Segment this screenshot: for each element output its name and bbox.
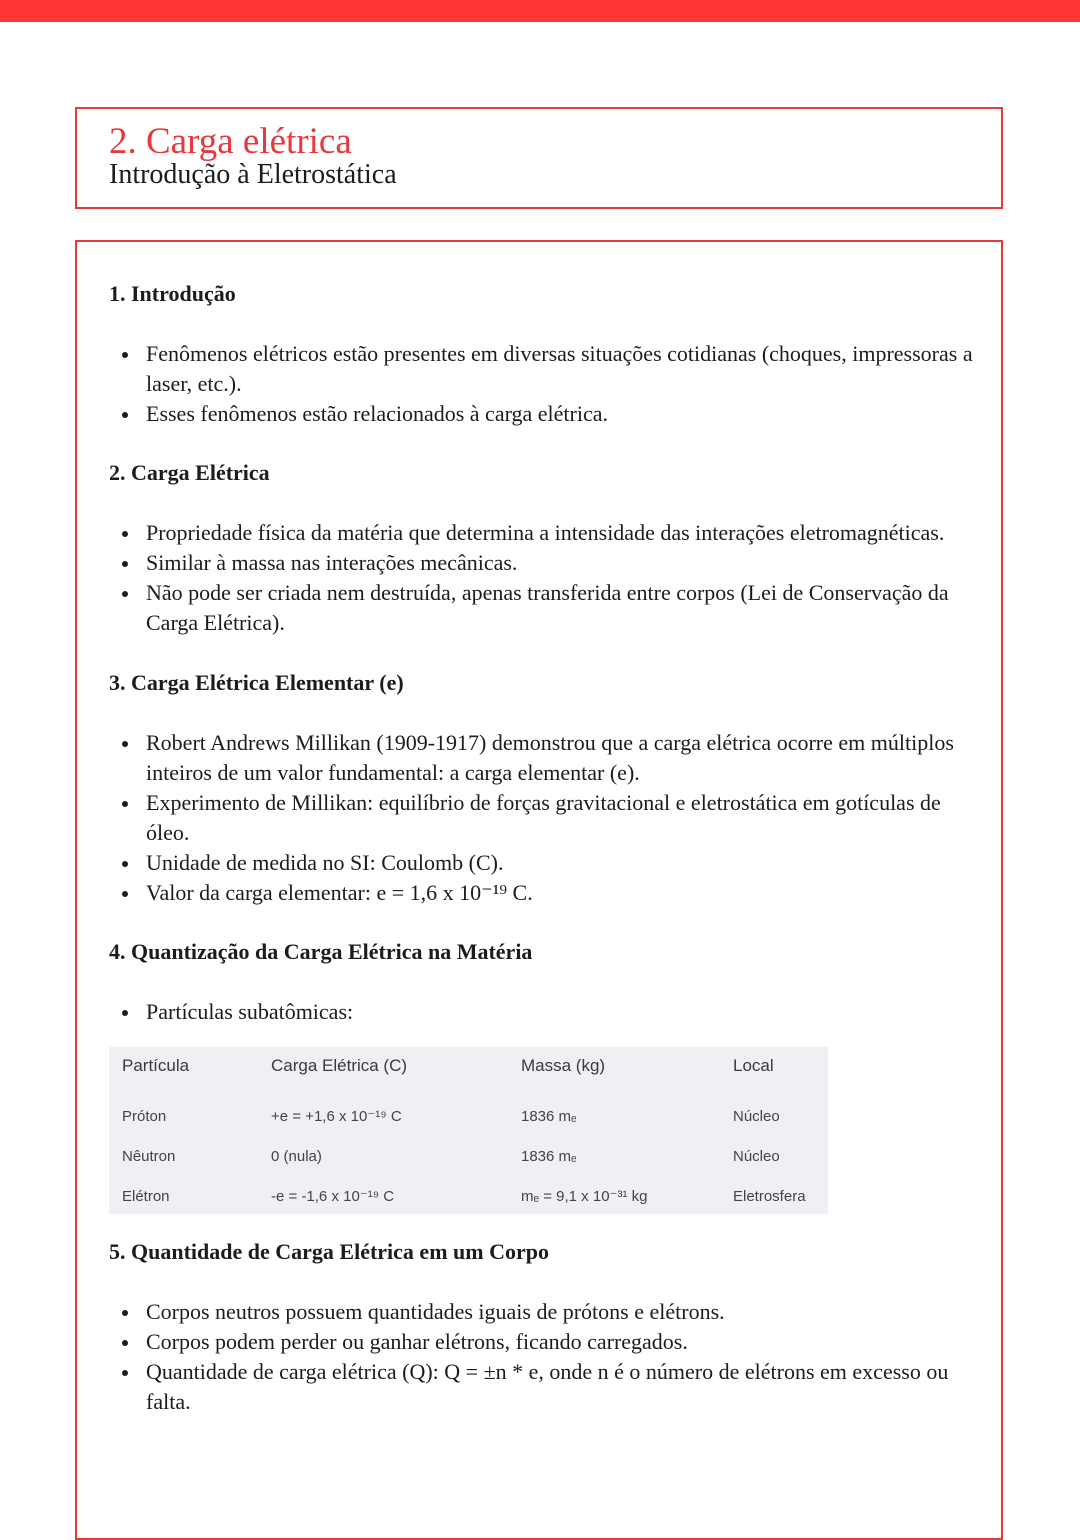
section-carga-elementar	[109, 668, 979, 908]
column-header: Partícula	[122, 1056, 190, 1075]
table-cell: Elétron	[122, 1188, 170, 1205]
section-carga-eletrica	[109, 458, 979, 638]
bullet-list	[109, 339, 979, 429]
bullet-list	[109, 518, 979, 638]
table-cell: Eletrosfera	[733, 1188, 806, 1205]
table-cell: Próton	[122, 1108, 167, 1125]
table-cell: 1836 mₑ	[521, 1108, 577, 1125]
table-cell: +e = +1,6 x 10⁻¹⁹ C	[271, 1108, 402, 1125]
section-quantizacao	[109, 937, 979, 1027]
bullet-list	[109, 997, 979, 1027]
section-heading: 1. Introdução	[109, 281, 236, 306]
table-header-row	[109, 1047, 828, 1085]
particles-table	[109, 1047, 828, 1214]
table-cell: Núcleo	[733, 1108, 780, 1125]
table-cell: -e = -1,6 x 10⁻¹⁹ C	[271, 1188, 395, 1205]
content-box	[75, 240, 1003, 1540]
list-item: Não pode ser criada nem destruída, apenas transferida entre corpos (Lei de Conservação da Carga Elétrica).	[146, 578, 979, 638]
list-item: Corpos neutros possuem quantidades iguais de prótons e elétrons.	[146, 1297, 979, 1327]
table-row	[109, 1177, 828, 1217]
top-accent-bar	[0, 0, 1080, 22]
section-introducao	[109, 279, 979, 429]
table-row	[109, 1097, 828, 1137]
table-cell: Núcleo	[733, 1148, 780, 1165]
list-item: Propriedade física da matéria que determina a intensidade das interações eletromagnéticas.	[146, 518, 979, 548]
list-item: Corpos podem perder ou ganhar elétrons, ficando carregados.	[146, 1327, 979, 1357]
table-cell: 0 (nula)	[271, 1148, 322, 1165]
list-item: Esses fenômenos estão relacionados à carga elétrica.	[146, 399, 979, 429]
page-title: 2. Carga elétrica	[109, 121, 352, 162]
bullet-list	[109, 1297, 979, 1417]
title-box	[75, 107, 1003, 209]
list-item: Fenômenos elétricos estão presentes em diversas situações cotidianas (choques, impressoras a laser, etc.).	[146, 339, 979, 399]
list-item: Partículas subatômicas:	[146, 997, 979, 1027]
column-header: Local	[733, 1056, 774, 1075]
table-row	[109, 1137, 828, 1177]
table-cell: mₑ = 9,1 x 10⁻³¹ kg	[521, 1188, 648, 1205]
section-quantidade-carga	[109, 1237, 979, 1417]
column-header: Carga Elétrica (C)	[271, 1056, 408, 1075]
section-heading: 4. Quantização da Carga Elétrica na Matéria	[109, 939, 533, 964]
table-cell: 1836 mₑ	[521, 1148, 577, 1165]
page-subtitle: Introdução à Eletrostática	[109, 159, 397, 190]
list-item: Robert Andrews Millikan (1909-1917) demonstrou que a carga elétrica ocorre em múltiplos inteiros de um valor fundamental: a carga elementar (e).	[146, 728, 979, 788]
section-heading: 2. Carga Elétrica	[109, 460, 270, 485]
bullet-list	[109, 728, 979, 908]
list-item: Experimento de Millikan: equilíbrio de forças gravitacional e eletrostática em gotículas de óleo.	[146, 788, 979, 848]
section-heading: 3. Carga Elétrica Elementar (e)	[109, 670, 404, 695]
list-item: Similar à massa nas interações mecânicas.	[146, 548, 979, 578]
section-heading: 5. Quantidade de Carga Elétrica em um Corpo	[109, 1239, 549, 1264]
list-item: Unidade de medida no SI: Coulomb (C).	[146, 848, 979, 878]
list-item: Valor da carga elementar: e = 1,6 x 10⁻¹⁹ C.	[146, 878, 979, 908]
column-header: Massa (kg)	[521, 1056, 606, 1075]
table-cell: Nêutron	[122, 1148, 176, 1165]
list-item: Quantidade de carga elétrica (Q): Q = ±n * e, onde n é o número de elétrons em excesso ou falta.	[146, 1357, 979, 1417]
